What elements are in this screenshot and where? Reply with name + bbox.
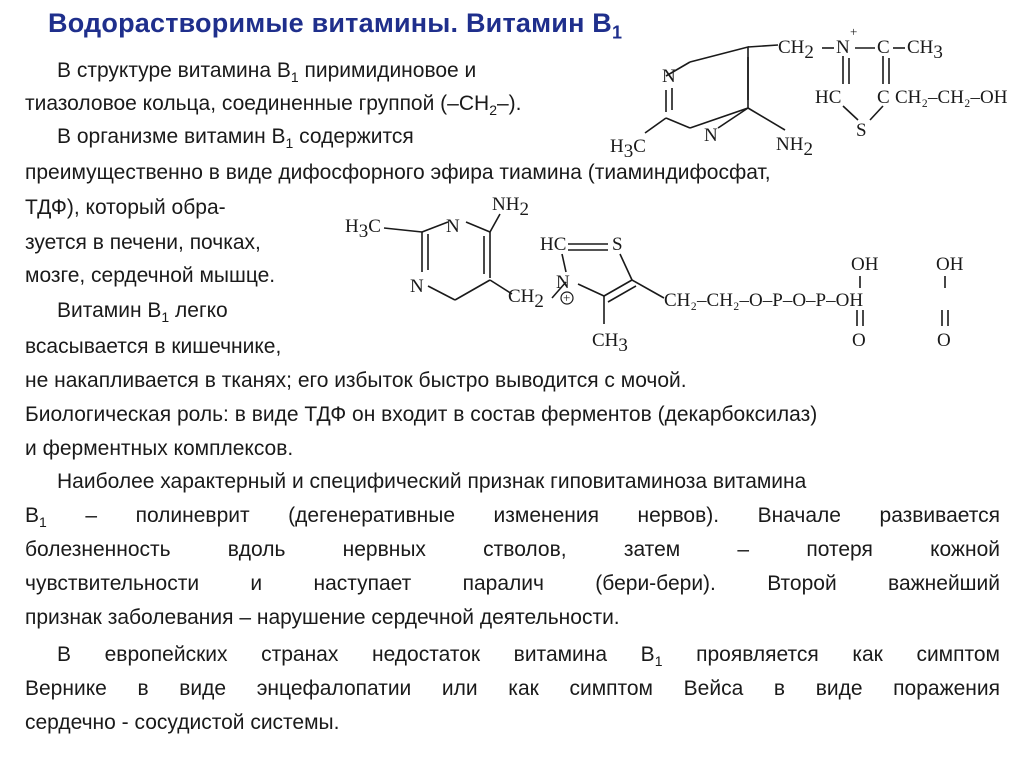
- formula-atom: O: [852, 330, 866, 351]
- formula-group: CH₂–CH₂–O–P–O–P–OH: [664, 290, 864, 311]
- text-line: всасывается в кишечнике,: [25, 335, 282, 358]
- formula-atom: C: [877, 87, 890, 108]
- formula-group: CH2: [508, 286, 544, 312]
- formula-atom: N: [556, 272, 570, 293]
- text-line: мозге, сердечной мышце.: [25, 264, 276, 287]
- text-line-justified: болезненность вдоль нервных стволов, затем – потеря кожной: [25, 538, 1000, 561]
- slide-title: Водорастворимые витамины. Витамин $В_1$: [48, 8, 623, 43]
- formula-charge: +: [850, 24, 858, 39]
- formula-group: OH: [851, 254, 879, 275]
- text-line: не накапливается в тканях; его избыток быстро выводится с мочой.: [25, 369, 687, 392]
- text-line: ТДФ), который обра-: [25, 196, 226, 219]
- formula-group: OH: [936, 254, 964, 275]
- formula-group: NH2: [492, 194, 529, 220]
- formula-atom: HC: [540, 234, 567, 255]
- formula-atom: S: [612, 234, 623, 255]
- formula-atom: O: [937, 330, 951, 351]
- text-line: В структуре витамина $В_1$ пиримидиновое и: [57, 59, 477, 86]
- formula-group: H3C: [345, 216, 381, 242]
- text-line: сердечно - сосудистой системы.: [25, 711, 340, 734]
- formula-group: CH₂–CH₂–OH: [895, 87, 1008, 108]
- text-line: зуется в печени, почках,: [25, 231, 261, 254]
- text-line: преимущественно в виде дифосфорного эфира тиамина (тиаминдифосфат,: [25, 161, 771, 184]
- formula-atom: S: [856, 120, 867, 141]
- formula-atom: N: [836, 37, 850, 58]
- formula-atom: N: [704, 125, 718, 146]
- text-line: Витамин $В_1$ легко: [57, 299, 228, 326]
- formula-group: CH2: [778, 37, 814, 63]
- formula-atom: N: [446, 216, 460, 237]
- text-line: и ферментных комплексов.: [25, 437, 294, 460]
- tdp-formula: [345, 194, 964, 356]
- text-line-justified: $В_1$ – полиневрит (дегенеративные изменения нервов). Вначале развивается: [25, 504, 1000, 531]
- formula-group: CH3: [592, 330, 628, 356]
- formula-charge: +: [563, 290, 571, 305]
- formula-group: CH3: [907, 37, 943, 63]
- formula-atom: N: [410, 276, 424, 297]
- text-line-justified: Вернике в виде энцефалопатии или как симптом Вейса в виде поражения: [25, 677, 1000, 700]
- formula-atom: N: [662, 66, 676, 87]
- text-line: признак заболевания – нарушение сердечной деятельности.: [25, 606, 620, 629]
- formula-group: NH2: [776, 134, 813, 160]
- text-line: тиазоловое кольца, соединенные группой $(-СН_2-)$.: [25, 92, 522, 119]
- formula-atom: HC: [815, 87, 842, 108]
- text-line-justified: В европейских странах недостаток витамина $В_1$ проявляется как симптом: [57, 643, 1000, 670]
- text-line: Биологическая роль: в виде ТДФ он входит в состав ферментов (декарбоксилаз): [25, 403, 818, 426]
- formula-group: H3C: [610, 136, 646, 162]
- text-line-justified: чувствительности и наступает паралич (бери-бери). Второй важнейший: [25, 572, 1000, 595]
- thiamine-formula: [610, 24, 1008, 162]
- text-line: Наиболее характерный и специфический признак гиповитаминоза витамина: [57, 470, 807, 493]
- formula-atom: C: [877, 37, 890, 58]
- text-line: В организме витамин $В_1$ содержится: [57, 125, 414, 152]
